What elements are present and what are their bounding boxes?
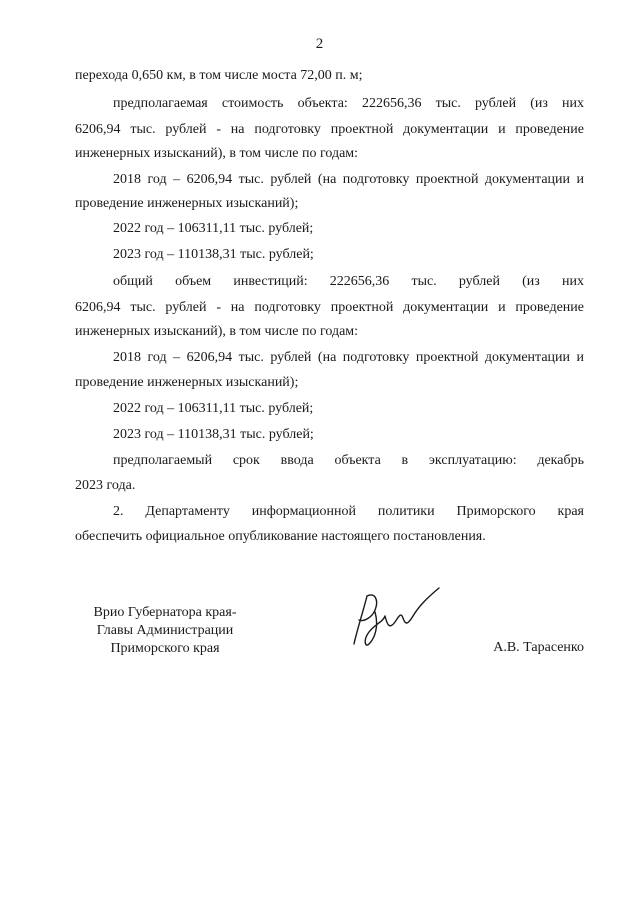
text-line: 2. Департаменту информационной политики Приморского края — [113, 504, 584, 519]
text-line: 2018 год – 6206,94 тыс. рублей (на подготовку проектной документации и — [113, 172, 584, 187]
text-line: инженерных изысканий), в том числе по годам: — [75, 146, 359, 161]
signatory-name: А.В. Тарасенко — [493, 640, 584, 655]
text-line: предполагаемый срок ввода объекта в эксплуатацию: декабрь — [113, 453, 584, 468]
page-number: 2 — [315, 36, 324, 52]
text-line: 2023 год – 110138,31 тыс. рублей; — [113, 427, 314, 442]
text-line: перехода 0,650 км, в том числе моста 72,00 п. м; — [75, 68, 363, 83]
text-line: 2022 год – 106311,11 тыс. рублей; — [113, 221, 314, 236]
handwritten-signature — [345, 582, 455, 652]
text-line: проведение инженерных изысканий); — [75, 196, 299, 211]
text-line: инженерных изысканий), в том числе по годам: — [75, 324, 359, 339]
signatory-title-line: Врио Губернатора края- — [93, 605, 237, 620]
text-line: 2022 год – 106311,11 тыс. рублей; — [113, 401, 314, 416]
signatory-title — [60, 604, 270, 658]
text-line: 2018 год – 6206,94 тыс. рублей (на подготовку проектной документации и — [113, 350, 584, 365]
text-line: 2023 год – 110138,31 тыс. рублей; — [113, 247, 314, 262]
text-line: 6206,94 тыс. рублей - на подготовку проектной документации и проведение — [75, 300, 584, 315]
text-line: проведение инженерных изысканий); — [75, 375, 299, 390]
signatory-title-line: Приморского края — [110, 641, 220, 656]
text-line: обеспечить официальное опубликование настоящего постановления. — [75, 529, 486, 544]
text-line: общий объем инвестиций: 222656,36 тыс. рублей (из них — [113, 274, 584, 289]
text-line: 2023 года. — [75, 478, 136, 493]
text-line: предполагаемая стоимость объекта: 222656,36 тыс. рублей (из них — [113, 96, 584, 111]
text-line: 6206,94 тыс. рублей - на подготовку проектной документации и проведение — [75, 122, 584, 137]
signatory-title-line: Главы Администрации — [96, 623, 234, 638]
